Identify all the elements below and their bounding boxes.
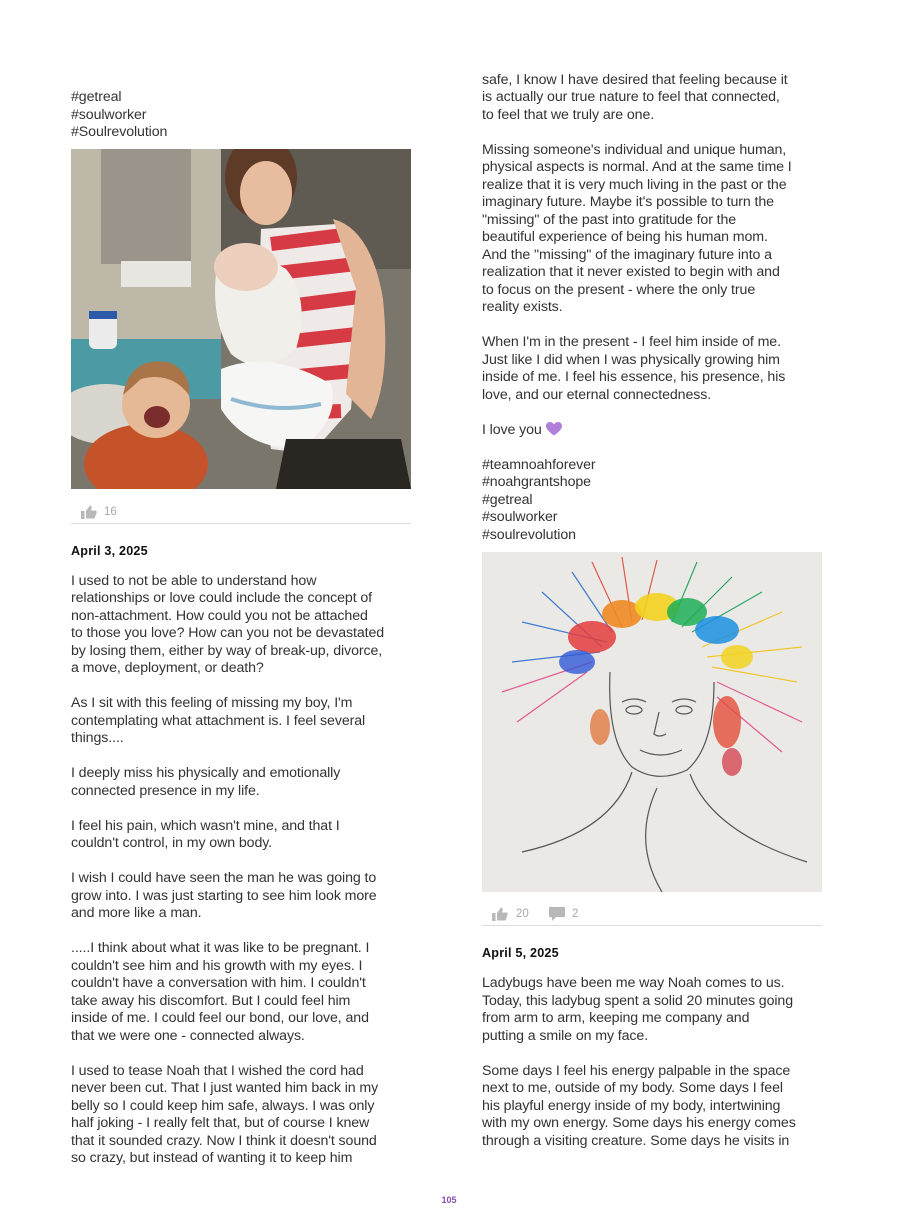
- body-text-line: reality exists.: [482, 299, 563, 315]
- body-text-line: so crazy, but instead of wanting it to keep him: [71, 1150, 353, 1166]
- body-text-line: putting a smile on my face.: [482, 1028, 649, 1044]
- body-text-line: couldn't see him and his growth with my eyes. I: [71, 958, 363, 974]
- hashtag[interactable]: #soulrevolution: [482, 527, 576, 543]
- hashtag[interactable]: #getreal: [71, 89, 122, 105]
- body-text-line: And the "missing" of the imaginary future into a: [482, 247, 772, 263]
- body-text-line: non-attachment. How could you not be attached: [71, 608, 368, 624]
- body-text-line: belly so I could keep him safe, always. I was only: [71, 1098, 375, 1114]
- hashtag[interactable]: #noahgrantshope: [482, 474, 591, 490]
- body-text-line: beautiful experience of being his human mom.: [482, 229, 768, 245]
- body-text-line: Ladybugs have been me way Noah comes to us.: [482, 975, 785, 991]
- body-text-line: through a visiting creature. Some days he visits in: [482, 1133, 790, 1149]
- comment-icon[interactable]: [549, 907, 565, 926]
- body-text-line: .....I think about what it was like to be pregnant. I: [71, 940, 370, 956]
- like-count: 16: [104, 506, 117, 518]
- body-text-line: realize that it is very much living in the past or the: [482, 177, 787, 193]
- body-text-line: Missing someone's individual and unique human,: [482, 142, 787, 158]
- body-text-line: "missing" of the past into gratitude for the: [482, 212, 737, 228]
- body-text-line: inside of me. I could feel our bond, our love, and: [71, 1010, 369, 1026]
- body-text-line: relationships or love could include the concept of: [71, 590, 373, 606]
- photo-2-reaction-bar: [482, 899, 822, 926]
- body-text-line: I deeply miss his physically and emotionally: [71, 765, 341, 781]
- body-text-line: physical aspects is normal. And at the same time I: [482, 159, 792, 175]
- body-text-line: by losing them, either by way of break-up, divorce,: [71, 643, 383, 659]
- thumbs-up-icon[interactable]: [81, 505, 97, 524]
- body-text-line: I wish I could have seen the man he was going to: [71, 870, 377, 886]
- body-text-line: that it sounded crazy. Now I think it doesn't sound: [71, 1133, 377, 1149]
- hashtag[interactable]: #soulworker: [71, 107, 147, 123]
- hashtag[interactable]: #getreal: [482, 492, 533, 508]
- love-line: [482, 422, 824, 442]
- body-text-line: Today, this ladybug spent a solid 20 minutes going: [482, 993, 794, 1009]
- body-text-line: I used to tease Noah that I wished the cord had: [71, 1063, 364, 1079]
- body-text-line: inside of me. I feel his essence, his presence, his: [482, 369, 786, 385]
- body-text-line: from arm to arm, keeping me company and: [482, 1010, 750, 1026]
- body-text-line: never been cut. That I just wanted him back in my: [71, 1080, 379, 1096]
- body-text-line: and more like a man.: [71, 905, 202, 921]
- body-text-line: safe, I know I have desired that feeling because it: [482, 72, 788, 88]
- love-line-text: I love you: [482, 422, 542, 438]
- entry-date: April 5, 2025: [482, 946, 559, 960]
- body-text-line: that we were one - connected always.: [71, 1028, 305, 1044]
- body-text-line: couldn't have a conversation with him. I couldn't: [71, 975, 366, 991]
- purple-heart-icon: [546, 422, 562, 442]
- body-text-line: to those you love? How can you not be devastated: [71, 625, 385, 641]
- body-text-line: When I'm in the present - I feel him inside of me.: [482, 334, 781, 350]
- body-text-line: I used to not be able to understand how: [71, 573, 317, 589]
- photo-1-reaction-bar: [71, 497, 411, 524]
- body-text-line: take away his discomfort. But I could feel him: [71, 993, 351, 1009]
- hashtag[interactable]: #Soulrevolution: [71, 124, 168, 140]
- body-text-line: realization that it never existed to begin with and: [482, 264, 780, 280]
- body-text-line: to feel that we truly are one.: [482, 107, 655, 123]
- body-text-line: contemplating what attachment is. I feel several: [71, 713, 366, 729]
- hashtag[interactable]: #teamnoahforever: [482, 457, 596, 473]
- thumbs-up-icon[interactable]: [492, 907, 508, 926]
- body-text-line: As I sit with this feeling of missing my boy, I'm: [71, 695, 353, 711]
- hashtag[interactable]: #soulworker: [482, 509, 558, 525]
- comment-count: 2: [572, 908, 579, 920]
- body-text-line: I feel his pain, which wasn't mine, and that I: [71, 818, 340, 834]
- body-text-line: his playful energy inside of my body, intertwining: [482, 1098, 781, 1114]
- body-text-line: grow into. I was just starting to see him look more: [71, 888, 377, 904]
- page-number: 105: [441, 1195, 457, 1205]
- body-text-line: Some days I feel his energy palpable in the space: [482, 1063, 791, 1079]
- body-text-line: next to me, outside of my body. Some days I feel: [482, 1080, 783, 1096]
- body-text-line: Just like I did when I was physically growing him: [482, 352, 780, 368]
- body-text-line: love, and our eternal connectedness.: [482, 387, 712, 403]
- body-text-line: connected presence in my life.: [71, 783, 260, 799]
- body-text-line: a move, deployment, or death?: [71, 660, 264, 676]
- body-text-line: is actually our true nature to feel that connected,: [482, 89, 780, 105]
- photo-splatter-portrait[interactable]: [482, 552, 822, 892]
- body-text-line: with my own energy. Some days his energy comes: [482, 1115, 796, 1131]
- body-text-line: couldn't control, in my own body.: [71, 835, 273, 851]
- body-text-line: imaginary future. Maybe it's possible to turn the: [482, 194, 774, 210]
- entry-date: April 3, 2025: [71, 544, 148, 558]
- body-text-line: things....: [71, 730, 124, 746]
- photo-mother-newborn-toddler[interactable]: [71, 149, 411, 489]
- body-text-line: to focus on the present - where the only true: [482, 282, 756, 298]
- like-count: 20: [516, 908, 529, 920]
- body-text-line: half joking - I really felt that, but of course I knew: [71, 1115, 370, 1131]
